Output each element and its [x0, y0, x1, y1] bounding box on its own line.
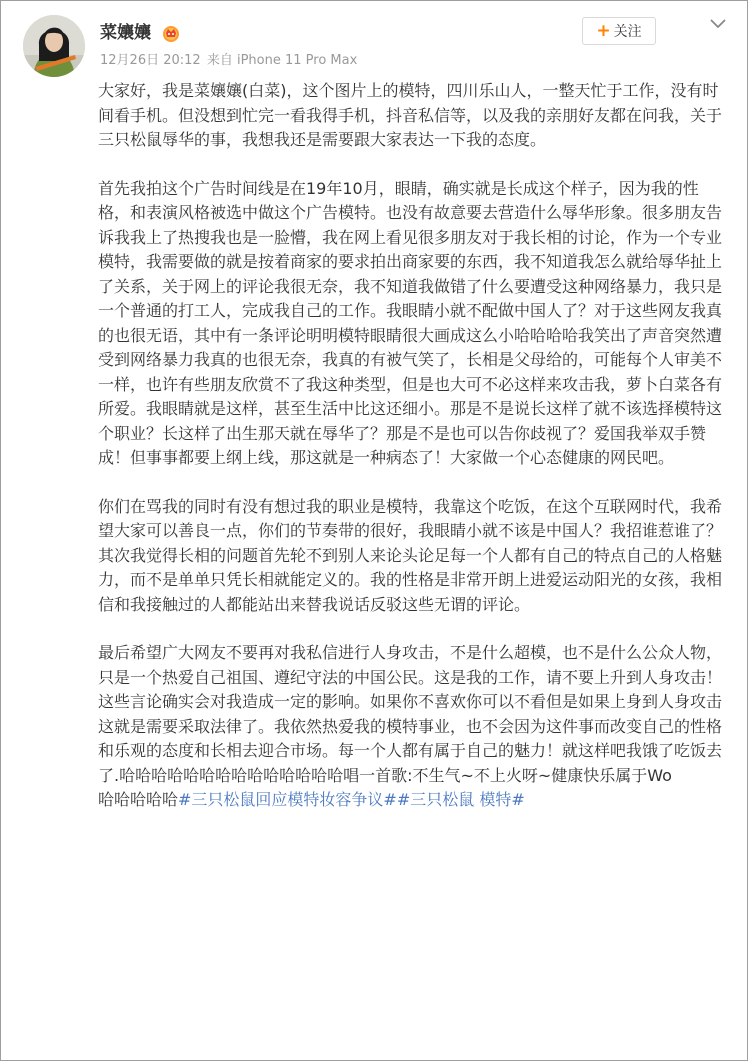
post-source: 来自 iPhone 11 Pro Max: [206, 53, 358, 68]
post-paragraph: 其次我觉得长相的问题首先轮不到别人来论头论足每一个人都有自己的特点自己的人格魅力，而不是单单只凭长相就能定义的。我的性格是非常开朗上进爱运动阳光的女孩，我相信和我接触过的人都能站出来替我说话反驳这些无谓的评论。: [98, 545, 723, 614]
chevron-down-icon: [710, 19, 726, 29]
post-paragraph: 你们在骂我的同时有没有想过我的职业是模特，我靠这个吃饭，在这个互联网时代，我希望大家可以善良一点，你们的节奏带的很好，我眼睛小就不该是中国人？我招谁惹谁了？: [98, 496, 723, 540]
follow-button[interactable]: [582, 17, 656, 45]
avatar[interactable]: [23, 15, 85, 77]
post-last-line-text: 哈哈哈哈哈: [98, 790, 179, 809]
post-paragraph: 大家好，我是菜孃孃(白菜)，这个图片上的模特，四川乐山人，一整天忙于工作，没有时间看手机。但没想到忙完一看我得手机，抖音私信等，以及我的亲朋好友都在问我，关于三只松鼠辱华的事，我想我还是需要跟大家表达一下我的态度。: [98, 81, 723, 149]
avatar-image: [23, 15, 85, 77]
follow-button-label: 关注: [613, 24, 642, 40]
post-content: [98, 79, 730, 813]
post-paragraph: 最后希望广大网友不要再对我私信进行人身攻击，不是什么超模，也不是什么公众人物，只是一个热爱自己祖国、遵纪守法的中国公民。这是我的工作，请不要上升到人身攻击！这些言论确实会对我造成一定的影响。如果你不喜欢你可以不看但是如果上身到人身攻击这就是需要采取法律了。我依然热爱我的模特事业，也不会因为这件事而改变自己的性格和乐观的态度和长相去迎合市场。每一个人都有属于自己的魅力！就这样吧我饿了吃饭去了.哈哈哈哈哈哈哈哈哈哈哈哈哈哈唱一首歌:不生气~不上火呀~健康快乐属于Wo: [98, 643, 723, 785]
post-last-line: [98, 788, 730, 813]
post-paragraph: 首先我拍这个广告时间线是在19年10月，眼睛，确实就是长成这个样子，因为我的性格，和表演风格被选中做这个广告模特。也没有故意要去营造什么辱华形象。很多朋友告诉我我上了热搜我也是一脸懵，我在网上看见很多朋友对于我长相的讨论，作为一个专业模特，我需要做的就是按着商家的要求拍出商家要的东西，我不知道我怎么就给辱华扯上了关系，关于网上的评论我很无奈，我不知道我做错了什么要遭受这种网络暴力，我只是一个普通的打工人，完成我自己的工作。我眼睛小就不配做中国人了？对于这些网友我真的也很无语，其中有一条评论明明模特眼睛很大画成这么小哈哈哈哈我笑出了声音突然遭受到网络暴力我真的也很无奈，我真的有被气笑了，长相是父母给的，可能每个人审美不一样，也许有些朋友欣赏不了我这种类型，但是也大可不必这样来攻击我，萝卜白菜各有所爱。我眼睛就是这样，甚至生活中比这还细小。那是不是说长这样了就不该选择模特这个职业？长这样了出生那天就在辱华了？那是不是也可以告你歧视了？爱国我举双手赞成！但事事都要上纲上线，那这就是一种病态了！大家做一个心态健康的网民吧。: [98, 178, 723, 467]
hashtag-link[interactable]: #三只松鼠回应模特妆容争议#: [178, 790, 397, 809]
plus-icon: +: [596, 20, 611, 41]
vip-crown-icon[interactable]: [161, 23, 181, 43]
post-meta: [100, 52, 357, 70]
hashtag-link[interactable]: #三只松鼠 模特#: [396, 790, 525, 809]
more-options-button[interactable]: [707, 15, 729, 33]
username[interactable]: 菜孃孃: [100, 23, 151, 43]
post-time[interactable]: 12月26日 20:12: [100, 53, 201, 68]
